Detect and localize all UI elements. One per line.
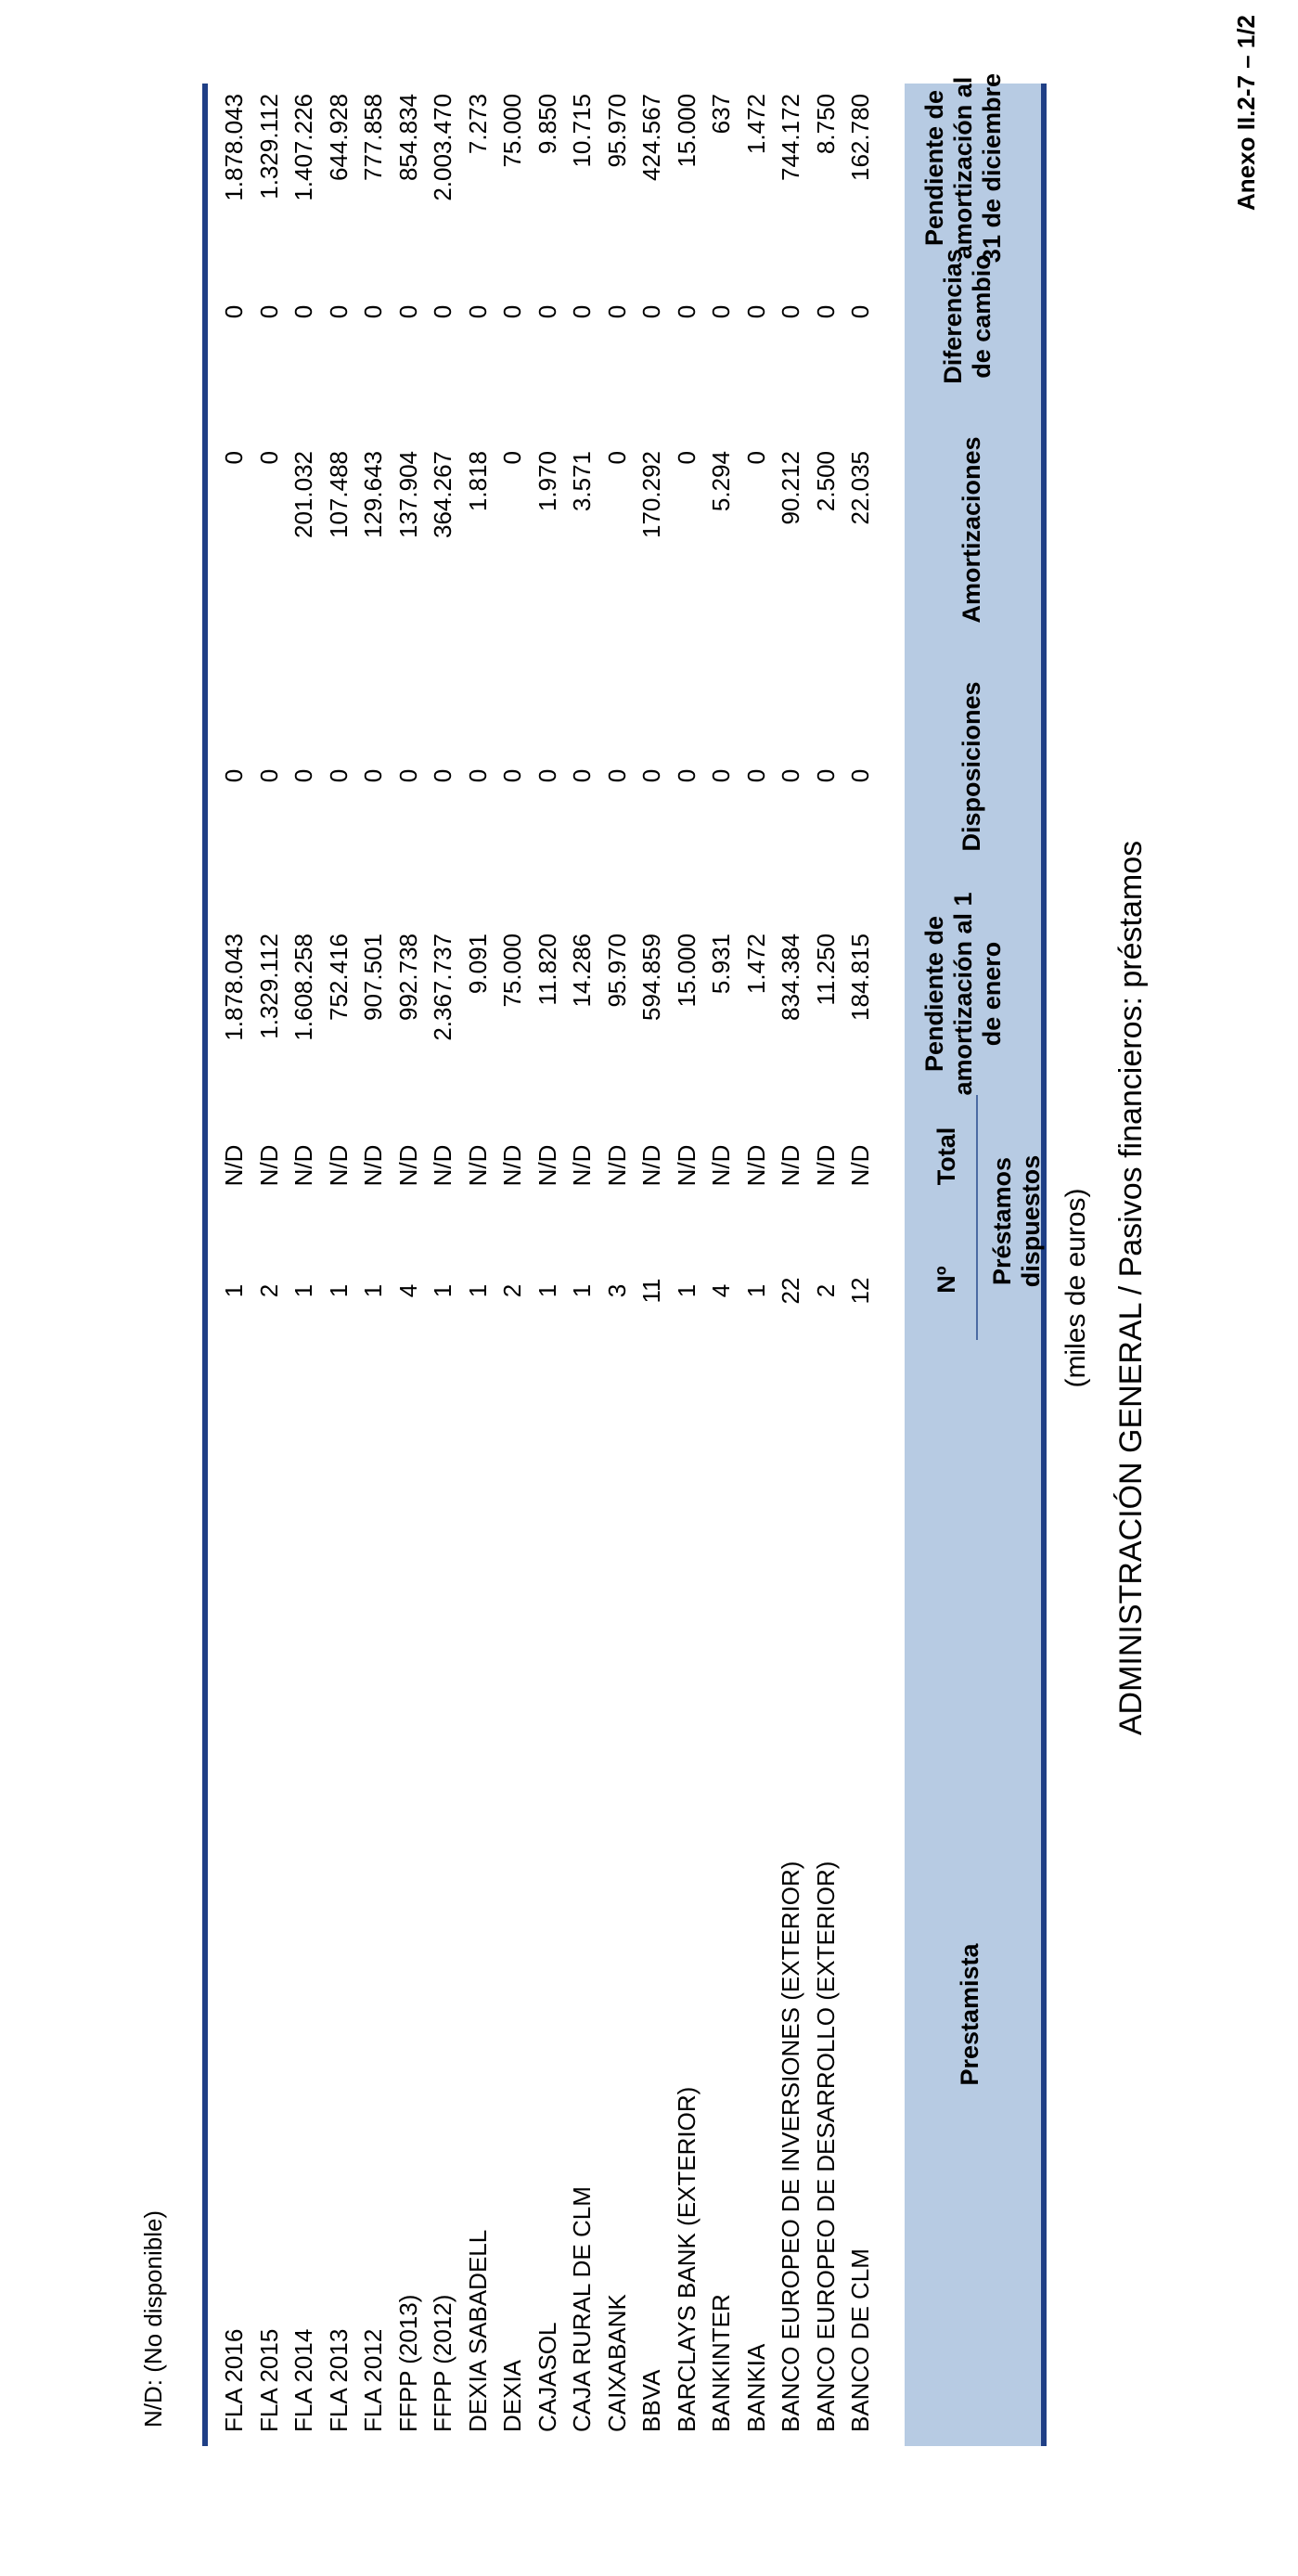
cell-amortizaciones: 1.970	[533, 451, 561, 512]
cell-pendiente-diciembre: 7.273	[463, 94, 492, 155]
cell-pendiente-diciembre: 95.970	[602, 94, 631, 168]
cell-pendiente-diciembre: 2.003.470	[429, 94, 456, 201]
cell-numero: 12	[846, 1277, 874, 1305]
cell-pendiente-enero: 1.329.112	[254, 934, 283, 1039]
cell-pendiente-enero: 11.250	[811, 934, 840, 1006]
cell-prestamista: FFPP (2013)	[393, 2294, 422, 2432]
cell-total: N/D	[429, 1144, 456, 1187]
cell-pendiente-diciembre: 424.567	[637, 94, 665, 181]
header-numero: Nº	[932, 1266, 960, 1294]
cell-pendiente-diciembre: 15.000	[672, 94, 700, 168]
cell-numero: 2	[254, 1283, 283, 1298]
cell-pendiente-diciembre: 637	[707, 94, 735, 135]
cell-disposiciones: 0	[254, 768, 283, 783]
cell-numero: 1	[429, 1283, 456, 1298]
header-pendiente-diciembre: Pendiente de amortización al 31 de diciembre	[920, 72, 1007, 264]
cell-prestamista: FLA 2014	[289, 2328, 317, 2432]
cell-amortizaciones: 22.035	[846, 451, 874, 525]
cell-pendiente-enero: 9.091	[463, 934, 492, 995]
cell-prestamista: BBVA	[637, 2369, 665, 2432]
cell-pendiente-diciembre: 75.000	[498, 94, 526, 168]
cell-diferencias: 0	[568, 304, 596, 319]
cell-prestamista: BANKINTER	[707, 2294, 735, 2432]
cell-pendiente-diciembre: 854.834	[393, 94, 422, 181]
cell-diferencias: 0	[463, 304, 492, 319]
cell-total: N/D	[393, 1144, 422, 1187]
cell-numero: 1	[568, 1283, 596, 1298]
cell-diferencias: 0	[359, 304, 387, 319]
cell-pendiente-diciembre: 644.928	[324, 94, 353, 181]
header-total: Total	[932, 1127, 960, 1186]
cell-pendiente-enero: 2.367.737	[429, 934, 456, 1041]
cell-pendiente-diciembre: 1.407.226	[289, 94, 317, 201]
header-subrule	[976, 1095, 978, 1340]
cell-numero: 22	[777, 1277, 804, 1305]
cell-disposiciones: 0	[289, 768, 317, 783]
cell-disposiciones: 0	[220, 768, 248, 783]
cell-total: N/D	[324, 1144, 353, 1187]
cell-pendiente-diciembre: 1.329.112	[254, 94, 283, 200]
cell-diferencias: 0	[429, 304, 456, 319]
cell-pendiente-enero: 1.878.043	[220, 934, 248, 1041]
cell-amortizaciones: 3.571	[568, 451, 596, 512]
page-title: ADMINISTRACIÓN GENERAL / Pasivos financieros: préstamos	[1113, 840, 1149, 1736]
cell-prestamista: FLA 2013	[324, 2328, 353, 2432]
cell-disposiciones: 0	[777, 768, 804, 783]
cell-total: N/D	[707, 1144, 735, 1187]
cell-prestamista: BANCO EUROPEO DE DESARROLLO (EXTERIOR)	[811, 1861, 840, 2432]
cell-total: N/D	[846, 1144, 874, 1187]
cell-prestamista: CAJA RURAL DE CLM	[568, 2186, 596, 2432]
cell-total: N/D	[568, 1144, 596, 1187]
cell-amortizaciones: 201.032	[289, 451, 317, 538]
cell-numero: 1	[463, 1283, 492, 1298]
cell-prestamista: BANCO DE CLM	[846, 2248, 874, 2432]
footnote: N/D: (No disponible)	[139, 2209, 167, 2428]
cell-disposiciones: 0	[741, 768, 770, 783]
cell-pendiente-diciembre: 1.878.043	[220, 94, 248, 201]
cell-prestamista: FFPP (2012)	[429, 2294, 456, 2432]
cell-amortizaciones: 5.294	[707, 451, 735, 512]
header-prestamista: Prestamista	[956, 1943, 983, 2086]
cell-pendiente-diciembre: 162.780	[846, 94, 874, 181]
cell-numero: 1	[741, 1283, 770, 1298]
cell-pendiente-enero: 1.608.258	[289, 934, 317, 1041]
cell-disposiciones: 0	[393, 768, 422, 783]
cell-numero: 2	[498, 1283, 526, 1298]
cell-prestamista: BANKIA	[741, 2343, 770, 2432]
cell-amortizaciones: 0	[254, 451, 283, 465]
cell-prestamista: FLA 2012	[359, 2328, 387, 2432]
cell-pendiente-diciembre: 744.172	[777, 94, 804, 181]
cell-diferencias: 0	[672, 304, 700, 319]
cell-total: N/D	[741, 1144, 770, 1187]
header-pendiente-enero: Pendiente de amortización al 1 de enero	[920, 892, 1007, 1096]
cell-numero: 1	[324, 1283, 353, 1298]
cell-diferencias: 0	[289, 304, 317, 319]
cell-amortizaciones: 0	[602, 451, 631, 465]
cell-total: N/D	[637, 1144, 665, 1187]
cell-diferencias: 0	[220, 304, 248, 319]
table-bottom-rule	[202, 84, 208, 2446]
cell-numero: 1	[220, 1283, 248, 1298]
cell-disposiciones: 0	[429, 768, 456, 783]
cell-total: N/D	[359, 1144, 387, 1187]
annex-label: Anexo II.2-7 – 1/2	[1232, 15, 1260, 211]
cell-numero: 4	[707, 1283, 735, 1298]
cell-total: N/D	[463, 1144, 492, 1187]
cell-pendiente-enero: 1.472	[741, 934, 770, 995]
cell-amortizaciones: 90.212	[777, 451, 804, 525]
cell-diferencias: 0	[498, 304, 526, 319]
cell-pendiente-enero: 95.970	[602, 934, 631, 1008]
cell-numero: 1	[672, 1283, 700, 1298]
header-prestamos-dispuestos: Préstamos dispuestos	[988, 1154, 1046, 1288]
cell-pendiente-enero: 15.000	[672, 934, 700, 1008]
cell-pendiente-enero: 834.384	[777, 934, 804, 1021]
cell-total: N/D	[220, 1144, 248, 1187]
header-disposiciones: Disposiciones	[957, 681, 985, 852]
cell-disposiciones: 0	[672, 768, 700, 783]
cell-diferencias: 0	[846, 304, 874, 319]
cell-total: N/D	[811, 1144, 840, 1187]
cell-pendiente-diciembre: 1.472	[741, 94, 770, 155]
cell-amortizaciones: 0	[672, 451, 700, 465]
cell-total: N/D	[254, 1144, 283, 1187]
cell-pendiente-enero: 594.859	[637, 934, 665, 1021]
cell-amortizaciones: 107.488	[324, 451, 353, 538]
cell-total: N/D	[289, 1144, 317, 1187]
cell-pendiente-enero: 5.931	[707, 934, 735, 995]
cell-amortizaciones: 0	[498, 451, 526, 465]
cell-disposiciones: 0	[637, 768, 665, 783]
cell-numero: 2	[811, 1283, 840, 1298]
cell-disposiciones: 0	[568, 768, 596, 783]
cell-disposiciones: 0	[533, 768, 561, 783]
cell-amortizaciones: 129.643	[359, 451, 387, 538]
cell-prestamista: FLA 2015	[254, 2328, 283, 2432]
cell-prestamista: BARCLAYS BANK (EXTERIOR)	[672, 2086, 700, 2432]
cell-diferencias: 0	[637, 304, 665, 319]
cell-diferencias: 0	[741, 304, 770, 319]
cell-disposiciones: 0	[324, 768, 353, 783]
cell-disposiciones: 0	[463, 768, 492, 783]
cell-disposiciones: 0	[359, 768, 387, 783]
cell-disposiciones: 0	[846, 768, 874, 783]
cell-amortizaciones: 0	[741, 451, 770, 465]
cell-pendiente-enero: 184.815	[846, 934, 874, 1021]
cell-numero: 1	[359, 1283, 387, 1298]
cell-numero: 1	[289, 1283, 317, 1298]
cell-amortizaciones: 137.904	[393, 451, 422, 538]
cell-total: N/D	[777, 1144, 804, 1187]
cell-prestamista: CAIXABANK	[602, 2294, 631, 2432]
cell-disposiciones: 0	[498, 768, 526, 783]
header-diferencias: Diferencias de cambio	[939, 249, 996, 384]
cell-total: N/D	[498, 1144, 526, 1187]
cell-numero: 3	[602, 1283, 631, 1298]
cell-amortizaciones: 0	[220, 451, 248, 465]
cell-numero: 11	[637, 1278, 665, 1304]
cell-amortizaciones: 2.500	[811, 451, 840, 512]
cell-disposiciones: 0	[602, 768, 631, 783]
cell-diferencias: 0	[393, 304, 422, 319]
cell-amortizaciones: 1.818	[463, 451, 492, 512]
cell-pendiente-enero: 75.000	[498, 934, 526, 1008]
cell-prestamista: DEXIA SABADELL	[463, 2229, 492, 2432]
cell-pendiente-enero: 752.416	[324, 934, 353, 1021]
cell-prestamista: BANCO EUROPEO DE INVERSIONES (EXTERIOR)	[777, 1861, 804, 2432]
cell-amortizaciones: 364.267	[429, 451, 456, 538]
page-subtitle: (miles de euros)	[1060, 1188, 1091, 1388]
cell-prestamista: CAJASOL	[533, 2322, 561, 2432]
cell-pendiente-enero: 907.501	[359, 934, 387, 1021]
cell-diferencias: 0	[324, 304, 353, 319]
cell-diferencias: 0	[777, 304, 804, 319]
cell-total: N/D	[672, 1144, 700, 1187]
cell-pendiente-diciembre: 9.850	[533, 94, 561, 155]
cell-prestamista: FLA 2016	[220, 2328, 248, 2432]
cell-disposiciones: 0	[811, 768, 840, 783]
cell-disposiciones: 0	[707, 768, 735, 783]
cell-diferencias: 0	[811, 304, 840, 319]
cell-amortizaciones: 170.292	[637, 451, 665, 538]
cell-total: N/D	[602, 1144, 631, 1187]
cell-diferencias: 0	[707, 304, 735, 319]
cell-pendiente-diciembre: 10.715	[568, 94, 596, 168]
cell-diferencias: 0	[533, 304, 561, 319]
cell-prestamista: DEXIA	[498, 2359, 526, 2432]
cell-pendiente-diciembre: 777.858	[359, 94, 387, 181]
cell-pendiente-enero: 11.820	[533, 934, 561, 1006]
cell-total: N/D	[533, 1144, 561, 1187]
cell-diferencias: 0	[254, 304, 283, 319]
cell-numero: 4	[393, 1283, 422, 1298]
cell-pendiente-enero: 992.738	[393, 934, 422, 1021]
cell-numero: 1	[533, 1283, 561, 1298]
cell-pendiente-diciembre: 8.750	[811, 94, 840, 155]
cell-diferencias: 0	[602, 304, 631, 319]
cell-pendiente-enero: 14.286	[568, 934, 596, 1008]
header-amortizaciones: Amortizaciones	[957, 436, 985, 624]
